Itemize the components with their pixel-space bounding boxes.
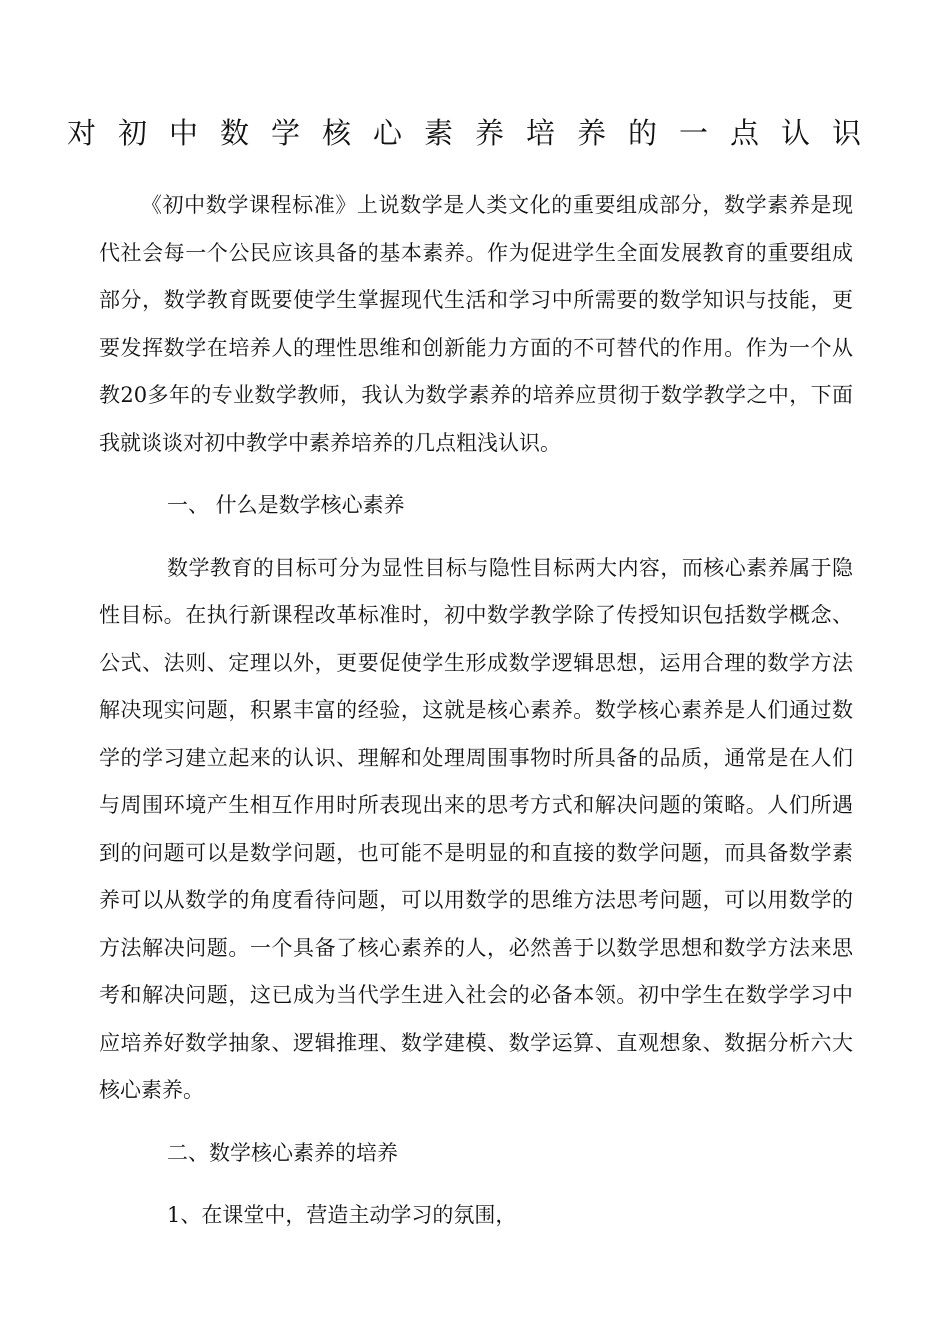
subsection-heading-1: 1、在课堂中，营造主动学习的氛围， xyxy=(167,1203,517,1227)
document-title: 对初中数学核心素养培养的一点认识 xyxy=(66,116,883,150)
section-heading-2: 二、数学核心素养的培养 xyxy=(167,1140,398,1165)
body-paragraph-2: 数学教育的目标可分为显性目标与隐性目标两大内容，而核心素养属于隐性目标。在执行新课程改革标准时，初中数学教学除了传授知识包括数学概念、公式、法则、定理以外，更要促使学生形成数学逻辑思想，运用合理的数学方法解决现实问题，积累丰富的经验，这就是核心素养。数学核心素养是人们通过数学的学习建立起来的认识、理解和处理周围事物时所具备的品质，通常是在人们与周围环境产生相互作用时所表现出来的思考方式和解决问题的策略。人们所遇到的问题可以是数学问题，也可能不是明显的和直接的数学问题，而具备数学素养可以从数学的角度看待问题，可以用数学的思维方法思考问题，可以用数学的方法解决问题。一个具备了核心素养的人，必然善于以数学思想和数学方法来思考和解决问题，这已成为当代学生进入社会的必备本领。初中学生在数学学习中应培养好数学抽象、逻辑推理、数学建模、数学运算、直观想象、数据分析六大核心素养。 xyxy=(99,555,853,1102)
intro-paragraph: 《初中数学课程标准》上说数学是人类文化的重要组成部分，数学素养是现代社会每一个公民应该具备的基本素养。作为促进学生全面发展教育的重要组成部分，数学教育既要使学生掌握现代生活和学习中所需要的数学知识与技能，更要发挥数学在培养人的理性思维和创新能力方面的不可替代的作用。作为一个从教20多年的专业数学教师，我认为数学素养的培养应贯彻于数学教学之中，下面我就谈谈对初中教学中素养培养的几点粗浅认识。 xyxy=(99,193,853,455)
document-body xyxy=(99,182,853,1255)
section-heading-1: 一、 什么是数学核心素养 xyxy=(167,493,405,517)
